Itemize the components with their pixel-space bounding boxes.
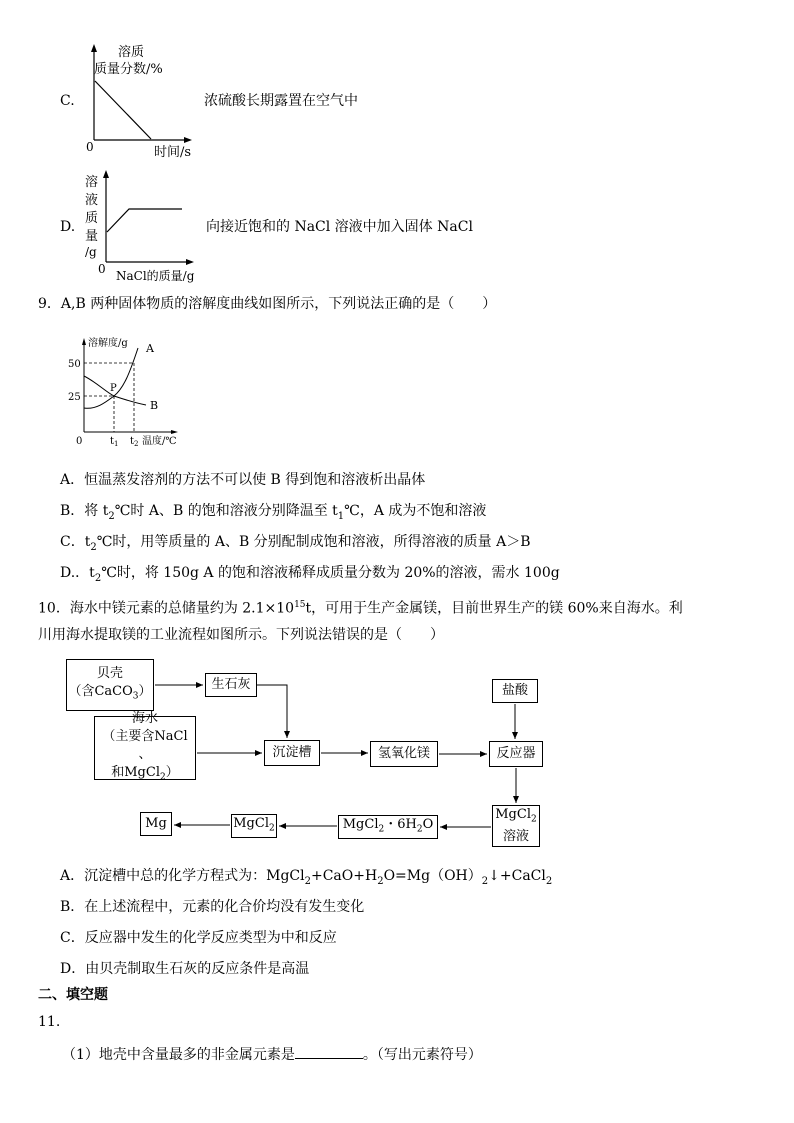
flow-tank-box: 沉淀槽: [264, 740, 320, 766]
q8-d-ylabel-char: 质: [85, 211, 99, 226]
q9-label-p: P: [110, 383, 117, 394]
q9-option-b: B．将 $t_2℃$时 A、B 的饱和溶液分别降温至 $t_1℃$，A 成为不饱和溶液: [60, 503, 487, 522]
flow-mgcl2-solution-box: MgCl$_2$ 溶液: [492, 805, 540, 847]
q8-option-d-text: 向接近饱和的 NaCl 溶液中加入固体 NaCl: [206, 219, 473, 235]
q9-option-d: D.．$t_2℃$时，将 150g A 的饱和溶液稀释成质量分数为 20%的溶液，需水 100g: [60, 565, 560, 584]
flow-shell-box: 贝壳 （含CaCO$_3$）: [66, 659, 154, 711]
q9-option-c: C．$t_2℃$时，用等质量的 A、B 分别配制成饱和溶液，所得溶液的质量 A＞B: [60, 534, 531, 553]
flow-mgoh-box: 氢氧化镁: [370, 741, 438, 767]
q10-option-c: C．反应器中发生的化学反应类型为中和反应: [60, 930, 337, 946]
q8-c-graph: [80, 40, 220, 160]
q11-answer-blank[interactable]: [295, 1044, 363, 1059]
q9-label-a: A: [146, 342, 154, 355]
q8-c-ylabel1: 溶质: [118, 45, 145, 60]
q10-stem-line2: 川用海水提取镁的工业流程如图所示。下列说法错误的是（ ）: [38, 627, 444, 643]
q8-c-xlabel: 时间/s: [154, 145, 192, 160]
q9-tick-t2: $t_2$: [130, 436, 139, 448]
q8-d-line: [107, 209, 182, 232]
q9-origin: 0: [76, 436, 83, 447]
q8-option-d-label: D.: [60, 219, 76, 235]
q9-solubility-chart: [68, 336, 204, 451]
q9-label-b: B: [150, 399, 159, 412]
q9-curve-a: [84, 348, 138, 408]
q8-c-origin: 0: [86, 140, 94, 154]
q8-c-line: [95, 81, 151, 139]
section-heading: 二、填空题: [38, 987, 108, 1003]
flow-mgcl2-box: MgCl$_2$: [231, 814, 277, 838]
q8-c-ylabel2: 质量分数/%: [94, 62, 163, 77]
q10-option-d: D．由贝壳制取生石灰的反应条件是高温: [60, 961, 310, 977]
q9-tick-50: 50: [68, 359, 81, 370]
flow-hcl-box: 盐酸: [492, 679, 538, 703]
flow-reactor-box: 反应器: [489, 741, 543, 767]
q9-ylabel: 溶解度/g: [88, 338, 128, 349]
arrow-lime-tank: [257, 685, 287, 738]
q8-d-graph: [80, 168, 220, 288]
q9-xlabel: 温度/℃: [142, 436, 177, 447]
q11-sub1: （1）地壳中含量最多的非金属元素是 。（写出元素符号）: [62, 1044, 482, 1064]
q8-d-ylabel-char: 液: [85, 193, 99, 208]
q8-option-c-label: C.: [60, 93, 75, 109]
q8-d-xlabel: NaCl的质量/g: [116, 269, 195, 283]
q9-tick-25: 25: [68, 392, 81, 403]
q9-tick-t1: $t_1$: [110, 436, 119, 448]
flow-seawater-box: 海水 （主要含NaCl 、 和MgCl$_2$）: [94, 716, 196, 780]
q8-d-ylabel-char: 量: [85, 229, 99, 244]
flow-lime-box: 生石灰: [205, 673, 257, 697]
q9-stem: 9．A,B 两种固体物质的溶解度曲线如图所示，下列说法正确的是（ ）: [38, 296, 497, 312]
q11-number: 11.: [38, 1014, 61, 1030]
q10-stem-line1: 10．海水中镁元素的总储量约为 $2.1\times 10^{15}t$，可用于生产金属镁，目前世界生产的镁 60%来自海水。利: [38, 600, 683, 617]
q8-d-origin: 0: [98, 262, 106, 276]
q10-option-b: B．在上述流程中，元素的化合价均没有发生变化: [60, 899, 365, 915]
q9-option-a: A．恒温蒸发溶剂的方法不可以使 B 得到饱和溶液析出晶体: [60, 472, 426, 488]
flow-mg-box: Mg: [140, 812, 172, 836]
q10-option-a: A．沉淀槽中总的化学方程式为：$MgCl_2+CaO+H_2O=Mg(OH)_2↓+CaCl_2$: [60, 868, 553, 887]
flow-hydrate-box: MgCl$_2$・$6H_2O$: [338, 815, 438, 839]
q8-option-c-text: 浓硫酸长期露置在空气中: [204, 93, 358, 109]
q8-d-ylabel-char: /g: [85, 245, 97, 259]
q8-d-ylabel-char: 溶: [85, 175, 99, 190]
